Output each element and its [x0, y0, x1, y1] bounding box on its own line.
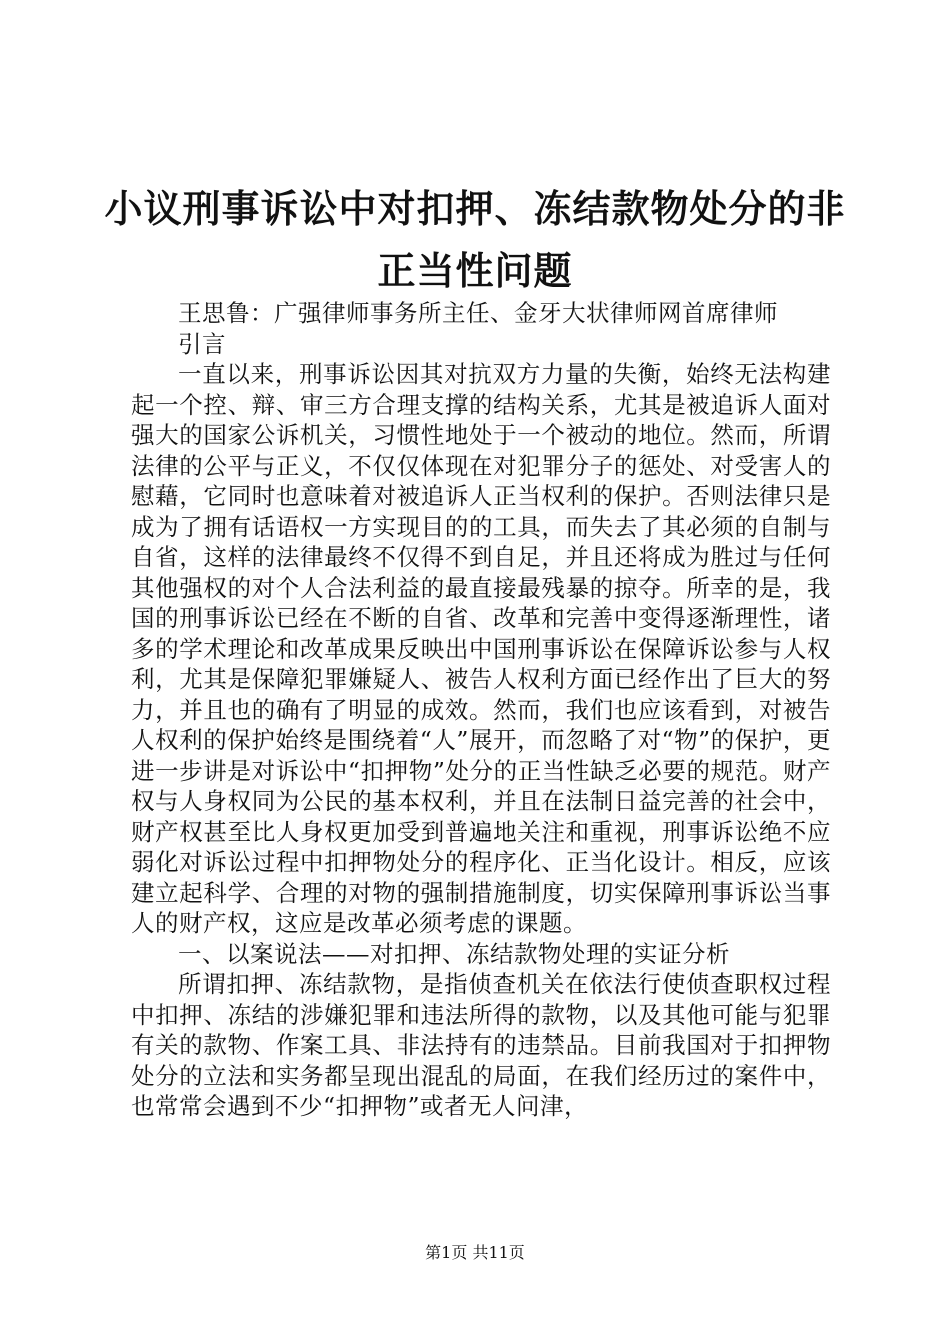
document-title: 小议刑事诉讼中对扣押、冻结款物处分的非正当性问题: [104, 186, 846, 293]
document-body: [131, 298, 831, 1122]
author-line: 王思鲁：广强律师事务所主任、金牙大状律师网首席律师: [178, 299, 778, 327]
page-number-footer: 第1页 共11页: [425, 1243, 525, 1262]
section-heading: 一、以案说法——对扣押、冻结款物处理的实证分析: [178, 939, 730, 968]
paragraph: 所谓扣押、冻结款物，是指侦查机关在依法行使侦查职权过程中扣押、冻结的涉嫌犯罪和违法所得的款物，以及其他可能与犯罪有关的款物、作案工具、非法持有的违禁品。目前我国对于扣押物处分的立法和实务都呈现出混乱的局面，在我们经历过的案件中，也常常会遇到不少“扣押物”或者无人问津，: [131, 970, 831, 1120]
paragraph: 一直以来，刑事诉讼因其对抗双方力量的失衡，始终无法构建起一个控、辩、审三方合理支撑的结构关系，尤其是被追诉人面对强大的国家公诉机关，习惯性地处于一个被动的地位。然而，所谓法律的公平与正义，不仅仅体现在对犯罪分子的惩处、对受害人的慰藉，它同时也意味着对被追诉人正当权利的保护。否则法律只是成为了拥有话语权一方实现目的的工具，而失去了其必须的自制与自省，这样的法律最终不仅得不到自足，并且还将成为胜过与任何其他强权的对个人合法利益的最直接最残暴的掠夺。所幸的是，我国的刑事诉讼已经在不断的自省、改革和完善中变得逐渐理性，诸多的学术理论和改革成果反映出中国刑事诉讼在保障诉讼参与人权利，尤其是保障犯罪嫌疑人、被告人权利方面已经作出了巨大的努力，并且也的确有了明显的成效。然而，我们也应该看到，对被告人权利的保护始终是围绕着“人”展开，而忽略了对“物”的保护，更进一步讲是对诉讼中“扣押物”处分的正当性缺乏必要的规范。财产权与人身权同为公民的基本权利，并且在法制日益完善的社会中，财产权甚至比人身权更加受到普遍地关注和重视，刑事诉讼绝不应弱化对诉讼过程中扣押物处分的程序化、正当化设计。相反，应该建立起科学、合理的对物的强制措施制度，切实保障刑事诉讼当事人的财产权，这应是改革必须考虑的课题。: [131, 360, 831, 937]
intro-heading: 引言: [178, 329, 226, 358]
